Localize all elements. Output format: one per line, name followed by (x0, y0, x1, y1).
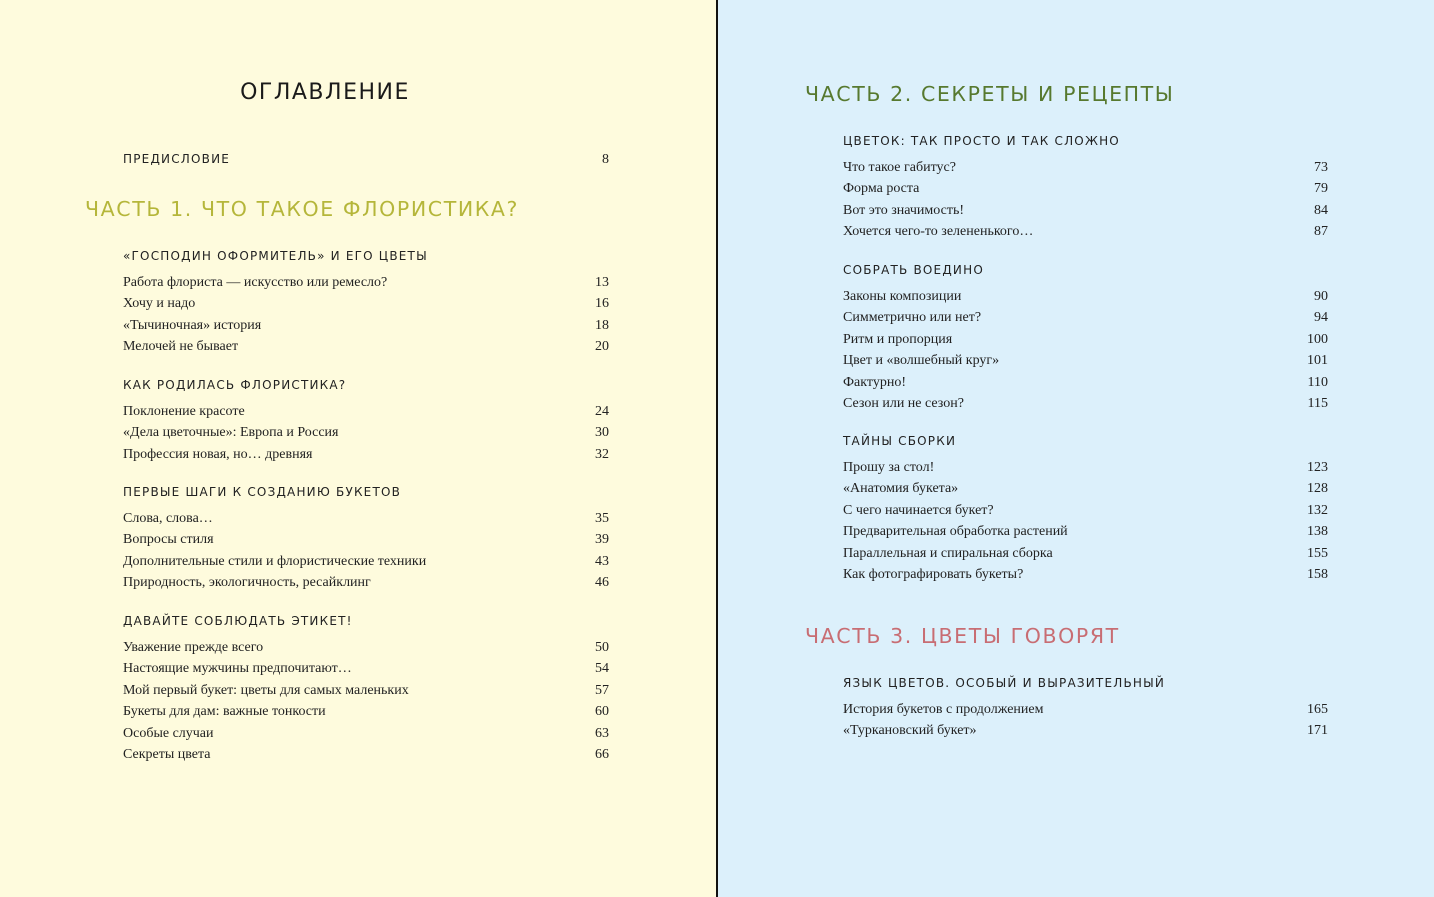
toc-section (123, 615, 609, 768)
part-1-heading[interactable]: ЧАСТЬ 1. ЧТО ТАКОЕ ФЛОРИСТИКА? (85, 197, 520, 221)
toc-entry-page: 32 (595, 446, 609, 462)
toc-entry[interactable] (123, 511, 609, 532)
toc-entry-title: Природность, экологичность, ресайклинг (123, 575, 371, 591)
foreword-entry[interactable] (123, 152, 609, 168)
toc-entry-page: 128 (1307, 481, 1328, 497)
toc-entry-title: История букетов с продолжением (843, 702, 1044, 717)
toc-entry[interactable] (123, 318, 609, 339)
toc-entry-title: Цвет и «волшебный круг» (843, 353, 1000, 369)
toc-entry-page: 100 (1307, 331, 1328, 347)
foreword-page: 8 (602, 152, 609, 167)
toc-entry[interactable] (843, 503, 1328, 524)
toc-entry-title: Хочу и надо (123, 296, 196, 312)
toc-entry-page: 57 (595, 682, 609, 698)
toc-entry-title: Дополнительные стили и флористические техники (123, 553, 427, 569)
toc-entry-page: 94 (1314, 310, 1328, 326)
toc-entry[interactable] (843, 460, 1328, 481)
toc-entry-page: 115 (1307, 395, 1328, 411)
toc-entry[interactable] (843, 353, 1328, 374)
toc-entry-page: 90 (1314, 289, 1328, 304)
toc-entry-page: 66 (595, 746, 609, 762)
toc-entry[interactable] (843, 396, 1328, 417)
toc-entry-title: Слова, слова… (123, 511, 213, 526)
toc-entry[interactable] (843, 481, 1328, 502)
toc-entry-title: Предварительная обработка растений (843, 524, 1068, 540)
toc-entry-title: Хочется чего-то зелененького… (843, 224, 1034, 240)
toc-section (123, 250, 609, 361)
toc-entry-title: Секреты цвета (123, 746, 211, 762)
toc-entry[interactable] (843, 702, 1328, 723)
toc-entry[interactable] (123, 532, 609, 553)
toc-entry-page: 20 (595, 339, 609, 355)
toc-entry[interactable] (843, 524, 1328, 545)
section-heading[interactable]: КАК РОДИЛАСЬ ФЛОРИСТИКА? (123, 378, 347, 392)
toc-entry-title: Прошу за стол! (843, 460, 935, 475)
toc-entry[interactable] (843, 723, 1328, 744)
toc-entry-page: 171 (1307, 723, 1328, 739)
toc-entry-page: 13 (595, 275, 609, 290)
toc-entry-title: Настоящие мужчины предпочитают… (123, 661, 352, 677)
toc-entry[interactable] (843, 160, 1328, 181)
toc-entry-page: 79 (1314, 181, 1328, 197)
toc-entry-title: Вопросы стиля (123, 532, 214, 548)
toc-entry-title: Букеты для дам: важные тонкости (123, 704, 326, 720)
toc-title: ОГЛАВЛЕНИЕ (240, 80, 410, 105)
toc-entry[interactable] (843, 567, 1328, 588)
toc-section (123, 379, 609, 468)
toc-entry-title: Поклонение красоте (123, 404, 245, 419)
toc-section (843, 677, 1328, 745)
toc-entry-page: 46 (595, 575, 609, 591)
toc-entry-page: 123 (1307, 460, 1328, 475)
toc-entry-page: 30 (595, 425, 609, 441)
toc-entry-page: 16 (595, 296, 609, 312)
toc-entry-page: 73 (1314, 160, 1328, 175)
toc-section (843, 435, 1328, 588)
toc-entry[interactable] (843, 375, 1328, 396)
toc-entry-page: 35 (595, 511, 609, 526)
toc-entry-title: Фактурно! (843, 374, 906, 390)
toc-entry-title: «Туркановский букет» (843, 723, 977, 739)
toc-entry-title: Форма роста (843, 181, 920, 197)
toc-entry-page: 87 (1314, 224, 1328, 240)
toc-entry-title: Мой первый букет: цветы для самых маленьких (123, 682, 409, 698)
toc-entry-title: Мелочей не бывает (123, 339, 239, 355)
toc-entry-title: Параллельная и спиральная сборка (843, 545, 1053, 561)
toc-entry-title: Законы композиции (843, 289, 962, 304)
foreword-label: ПРЕДИСЛОВИЕ (123, 152, 231, 166)
toc-section (123, 486, 609, 597)
toc-entry[interactable] (123, 726, 609, 747)
toc-entry-page: 50 (595, 640, 609, 655)
toc-section (843, 264, 1328, 417)
toc-entry-title: Вот это значимость! (843, 202, 965, 218)
toc-entry-page: 101 (1307, 353, 1328, 369)
toc-entry[interactable] (843, 310, 1328, 331)
toc-entry[interactable] (123, 704, 609, 725)
toc-entry-page: 54 (595, 661, 609, 677)
section-heading[interactable]: ПЕРВЫЕ ШАГИ К СОЗДАНИЮ БУКЕТОВ (123, 485, 402, 499)
section-heading[interactable]: ТАЙНЫ СБОРКИ (843, 434, 957, 448)
toc-entry[interactable] (123, 275, 609, 296)
toc-entry[interactable] (843, 224, 1328, 245)
toc-entry[interactable] (123, 640, 609, 661)
toc-entry-title: Профессия новая, но… древняя (123, 446, 313, 462)
toc-entry[interactable] (123, 554, 609, 575)
toc-entry-title: Уважение прежде всего (123, 640, 264, 655)
toc-entry[interactable] (123, 447, 609, 468)
toc-entry[interactable] (843, 289, 1328, 310)
toc-section (843, 135, 1328, 246)
toc-entry-title: Как фотографировать букеты? (843, 566, 1024, 582)
toc-entry-title: Ритм и пропорция (843, 331, 953, 347)
toc-entry[interactable] (843, 203, 1328, 224)
toc-entry-title: «Тычиночная» история (123, 317, 262, 333)
toc-entry[interactable] (123, 747, 609, 768)
toc-entry[interactable] (843, 181, 1328, 202)
toc-entry-page: 132 (1307, 502, 1328, 518)
toc-entry-title: Сезон или не сезон? (843, 395, 964, 411)
section-heading[interactable]: СОБРАТЬ ВОЕДИНО (843, 263, 984, 277)
toc-entry-page: 60 (595, 704, 609, 720)
toc-entry[interactable] (123, 425, 609, 446)
toc-entry[interactable] (843, 332, 1328, 353)
toc-entry-page: 165 (1307, 702, 1328, 717)
toc-entry-title: Что такое габитус? (843, 160, 956, 175)
toc-entry-title: «Дела цветочные»: Европа и Россия (123, 425, 339, 441)
toc-entry-page: 39 (595, 532, 609, 548)
section-heading[interactable]: «ГОСПОДИН ОФОРМИТЕЛЬ» И ЕГО ЦВЕТЫ (123, 249, 428, 263)
toc-entry-title: Симметрично или нет? (843, 310, 982, 326)
section-heading[interactable]: ЦВЕТОК: ТАК ПРОСТО И ТАК СЛОЖНО (843, 134, 1120, 148)
toc-entry[interactable] (123, 575, 609, 596)
toc-entry-page: 43 (595, 553, 609, 569)
toc-entry-title: С чего начинается букет? (843, 502, 994, 518)
toc-entry[interactable] (123, 404, 609, 425)
toc-entry-page: 18 (595, 317, 609, 333)
part-3-heading[interactable]: ЧАСТЬ 3. ЦВЕТЫ ГОВОРЯТ (805, 624, 1120, 648)
toc-entry-title: «Анатомия букета» (843, 481, 959, 497)
toc-entry-page: 63 (595, 725, 609, 741)
toc-entry[interactable] (123, 683, 609, 704)
section-heading[interactable]: ДАВАЙТЕ СОБЛЮДАТЬ ЭТИКЕТ! (123, 614, 353, 628)
toc-entry-page: 158 (1307, 566, 1328, 582)
toc-entry-page: 138 (1307, 524, 1328, 540)
toc-entry-title: Особые случаи (123, 725, 214, 741)
toc-entry-title: Работа флориста — искусство или ремесло? (123, 275, 388, 290)
part-2-heading[interactable]: ЧАСТЬ 2. СЕКРЕТЫ И РЕЦЕПТЫ (805, 82, 1175, 106)
section-heading[interactable]: ЯЗЫК ЦВЕТОВ. ОСОБЫЙ И ВЫРАЗИТЕЛЬНЫЙ (843, 676, 1166, 690)
toc-entry-page: 110 (1307, 374, 1328, 390)
toc-entry-page: 84 (1314, 202, 1328, 218)
toc-entry-page: 24 (595, 404, 609, 419)
toc-entry[interactable] (123, 339, 609, 360)
toc-entry[interactable] (123, 661, 609, 682)
toc-entry[interactable] (843, 546, 1328, 567)
toc-entry-page: 155 (1307, 545, 1328, 561)
toc-entry[interactable] (123, 296, 609, 317)
